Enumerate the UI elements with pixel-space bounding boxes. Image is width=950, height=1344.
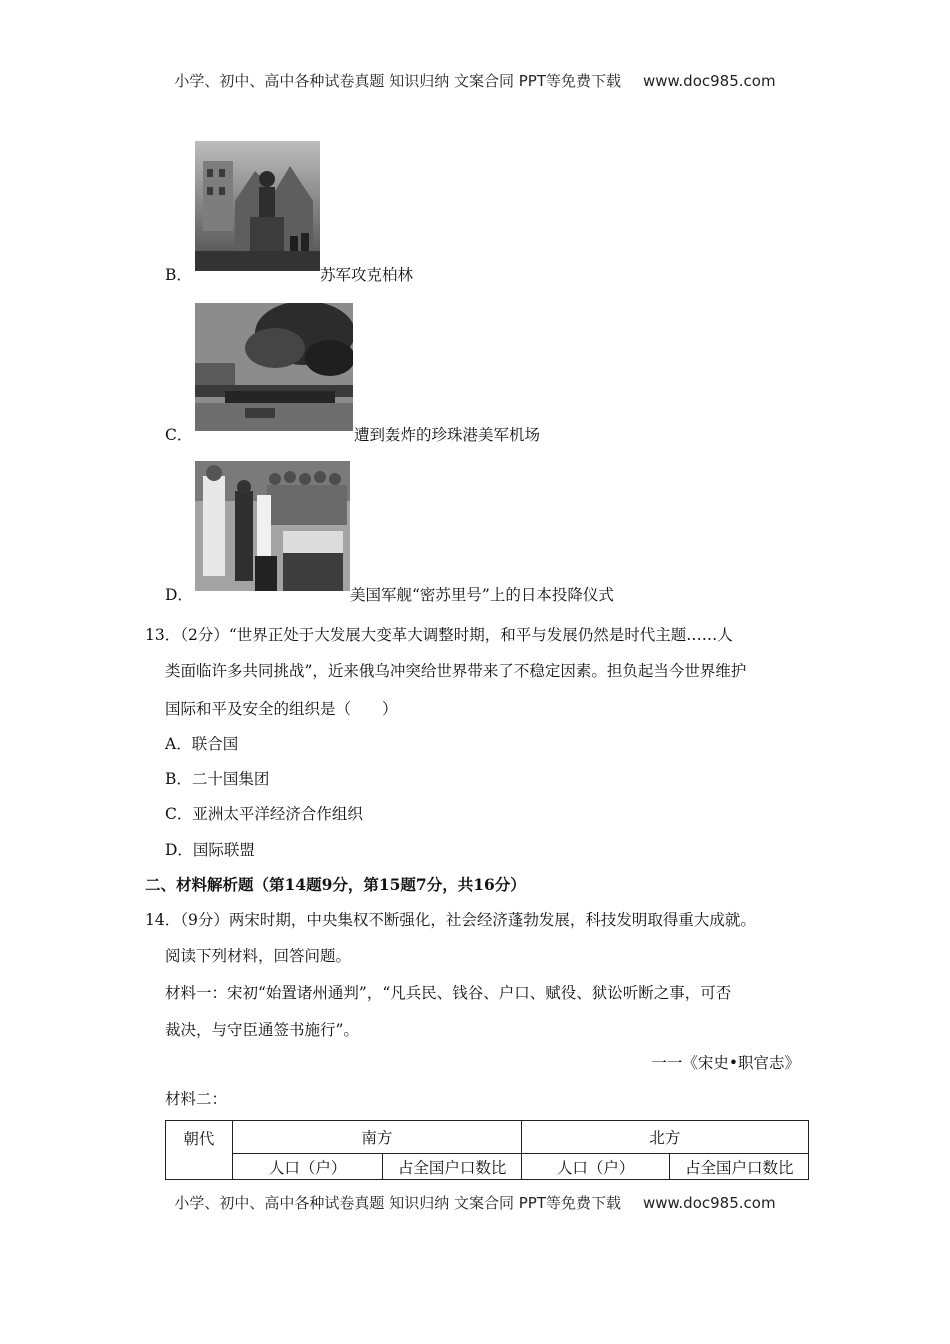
sub-north-ratio: 占全国户口数比	[670, 1154, 809, 1180]
pearl-harbor-photo	[195, 303, 353, 431]
header-dynasty: 朝代	[166, 1121, 233, 1180]
q13-option-a: A．联合国	[165, 735, 239, 753]
option-b-letter: B．	[165, 266, 192, 284]
header-south: 南方	[232, 1121, 521, 1154]
surrender-photo	[195, 461, 350, 591]
sub-north-pop: 人口（户）	[521, 1154, 670, 1180]
option-c-letter: C．	[165, 426, 193, 444]
q13-line2: 类面临许多共同挑战”，近来俄乌冲突给世界带来了不稳定因素。担负起当今世界维护	[165, 662, 747, 680]
footer-site: www.doc985.com	[642, 1194, 776, 1212]
footer-text: 小学、初中、高中各种试卷真题 知识归纳 文案合同 PPT等免费下载	[174, 1194, 621, 1212]
option-c-caption: 遭到轰炸的珍珠港美军机场	[354, 426, 541, 444]
material1-line1: 材料一：宋初“始置诸州通判”，“凡兵民、钱谷、户口、赋役、狱讼听断之事，可否	[165, 984, 732, 1002]
sub-south-pop: 人口（户）	[232, 1154, 383, 1180]
q13-option-c: C．亚洲太平洋经济合作组织	[165, 805, 363, 823]
material1-source: 一一《宋史•职官志》	[651, 1054, 800, 1072]
q14-line1: 14．（9分）两宋时期，中央集权不断强化，社会经济蓬勃发展，科技发明取得重大成就。	[145, 911, 756, 929]
header-text: 小学、初中、高中各种试卷真题 知识归纳 文案合同 PPT等免费下载	[174, 72, 621, 90]
q13-line1: 13．（2分）“世界正处于大发展大变革大调整时期，和平与发展仍然是时代主题……人	[145, 626, 733, 644]
page-header	[0, 70, 950, 91]
section2-title: 二、材料解析题（第14题9分，第15题7分，共16分）	[145, 875, 526, 894]
header-site: www.doc985.com	[642, 72, 776, 90]
q14-line2: 阅读下列材料，回答问题。	[165, 947, 352, 965]
population-table	[165, 1120, 809, 1180]
material1-line2: 裁决，与守臣通签书施行”。	[165, 1021, 359, 1039]
q13-line3: 国际和平及安全的组织是（ ）	[165, 700, 398, 718]
sub-south-ratio: 占全国户口数比	[383, 1154, 522, 1180]
material2-label: 材料二：	[165, 1090, 228, 1108]
option-d-caption: 美国军舰“密苏里号”上的日本投降仪式	[350, 586, 614, 604]
q13-option-b: B．二十国集团	[165, 770, 270, 788]
berlin-photo	[195, 141, 320, 271]
page-footer	[0, 1192, 950, 1213]
q13-option-d: D．国际联盟	[165, 841, 255, 859]
header-north: 北方	[521, 1121, 808, 1154]
option-b-caption: 苏军攻克柏林	[320, 266, 414, 284]
option-d-letter: D．	[165, 586, 193, 604]
